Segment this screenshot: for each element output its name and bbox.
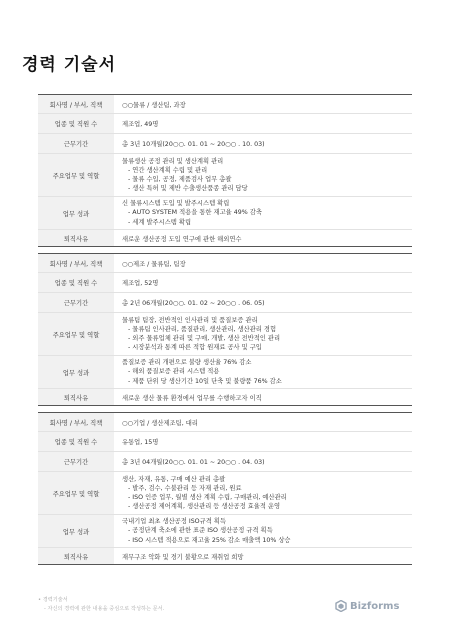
period-value: 총 3년 10개월(20○○. 01. 01 ~ 20○○ . 10. 03) [122, 141, 265, 148]
bizforms-logo-text: Bizforms [350, 600, 400, 612]
reason-value: 새로운 생산 물류 환경에서 업무를 수행하고자 이직 [122, 394, 262, 402]
achievement-line: - 공정단계 축소에 관한 표준 ISO 생산공정 규격 획득 [128, 527, 273, 535]
bizforms-logo-icon [335, 600, 347, 612]
company-row [38, 95, 412, 114]
duty-line: - 시장분석과 통계 따른 적합 원재료 공사 및 구입 [128, 344, 262, 352]
reason-row [38, 548, 412, 564]
achievements-row [38, 197, 412, 230]
reason-label: 퇴직사유 [38, 230, 114, 246]
career-section-3 [38, 412, 412, 565]
company-value: ○○물류 / 생산팀, 과장 [122, 101, 186, 109]
period-label: 근무기간 [38, 293, 114, 312]
period-row [38, 293, 412, 313]
duty-line: - ISO 인증 업무, 월별 생산 계획 수립, 구매관리, 예산관리 [128, 494, 287, 501]
achievements-label: 업무 성과 [38, 515, 114, 547]
period-label: 근무기간 [38, 134, 114, 153]
achievements-row [38, 356, 412, 389]
achievement-line: 신 물류시스템 도입 및 발주시스템 확립 [122, 200, 230, 208]
reason-value: 재무구조 악화 및 경기 불황으로 재취업 희망 [122, 553, 244, 561]
achievement-line: - 세계 발주시스템 확립 [128, 218, 192, 226]
duties-row [38, 154, 412, 197]
industry-value: 유통업, 15명 [122, 439, 159, 446]
duties-label: 주요업무 및 역할 [38, 154, 114, 196]
industry-row [38, 432, 412, 452]
company-label: 회사명 / 부서, 직책 [38, 254, 114, 272]
duties-label: 주요업무 및 역할 [38, 313, 114, 355]
company-row [38, 254, 412, 273]
achievements-label: 업무 성과 [38, 356, 114, 388]
reason-label: 퇴직사유 [38, 389, 114, 405]
duties-value [114, 472, 412, 514]
industry-value: 제조업, 52명 [122, 280, 159, 287]
achievement-line: - AUTO SYSTEM 적용을 통한 재고율 49% 감축 [128, 209, 262, 217]
industry-row [38, 114, 412, 134]
achievements-value [114, 356, 412, 388]
career-section-1 [38, 94, 412, 247]
achievements-value [114, 197, 412, 229]
industry-label: 업종 및 직원 수 [38, 114, 114, 133]
duty-line: - 외주 물류업체 관리 및 구매, 개발, 생산 전반적인 관리 [128, 335, 281, 342]
duties-value [114, 154, 412, 196]
duties-row [38, 313, 412, 356]
achievement-line: - ISO 시스템 적용으로 재고율 25% 감소 매출액 10% 상승 [128, 536, 291, 544]
duty-line: 물류팀 팀장, 전반적인 인사관리 및 품질보증 관리 [122, 316, 258, 324]
bizforms-logo [335, 600, 399, 612]
company-row [38, 413, 412, 432]
industry-label: 업종 및 직원 수 [38, 273, 114, 292]
company-label: 회사명 / 부서, 직책 [38, 95, 114, 113]
achievement-line: - 제품 단위 당 생산기간 10일 단축 및 불량품 76% 감소 [128, 377, 282, 385]
duty-line: - 물류 수입, 공정, 제품검사 업무 총괄 [128, 176, 232, 183]
period-value: 총 2년 06개월(20○○. 01. 02 ~ 20○○ . 06. 05) [122, 300, 265, 307]
duty-line: - 생산공정 제어계획, 생산관리 등 생산공정 효율적 운영 [128, 503, 281, 511]
achievement-line: 국내기업 최초 생산공정 ISO규격 획득 [122, 518, 226, 526]
achievement-line: - 해외 품질보증 관리 시스템 적용 [128, 368, 220, 376]
achievement-line: 품질보증 관리 개편으로 불량 생산율 76% 감소 [122, 359, 252, 367]
reason-value: 새로운 생산공정 도입 연구에 관한 해외연수 [122, 235, 242, 243]
period-label: 근무기간 [38, 452, 114, 471]
footer-notes [38, 596, 164, 614]
career-section-2 [38, 253, 412, 406]
duties-label: 주요업무 및 역할 [38, 472, 114, 514]
footer-note-title: • 경력기술서 [38, 597, 68, 603]
reason-row [38, 230, 412, 246]
industry-label: 업종 및 직원 수 [38, 432, 114, 451]
page-title: 경력 기술서 [22, 55, 117, 75]
duty-line: - 생산 특허 및 제반 수출생산품종 관리 담당 [128, 185, 248, 193]
duties-value [114, 313, 412, 355]
reason-row [38, 389, 412, 405]
achievements-value [114, 515, 412, 547]
period-row [38, 452, 412, 472]
duties-row [38, 472, 412, 515]
footer-note-description: - 자신의 경력에 관한 내용을 중심으로 작성하는 문서. [44, 606, 165, 612]
reason-label: 퇴직사유 [38, 548, 114, 564]
industry-value: 제조업, 49명 [122, 121, 159, 128]
duty-line: 생산, 자재, 유통, 구매 예산 관리 총괄 [122, 475, 226, 483]
duty-line: - 발주, 검수, 수불관리 등 자재 관리, 원료 [128, 484, 242, 492]
duty-line: - 연간 생산계획 수립 및 관리 [128, 166, 208, 174]
duty-line: - 물류팀 인사관리, 품질관리, 생산관리, 생산관리 경험 [128, 325, 277, 333]
period-row [38, 134, 412, 154]
industry-row [38, 273, 412, 293]
achievements-row [38, 515, 412, 548]
company-value: ○○제조 / 물류팀, 팀장 [122, 260, 186, 268]
company-value: ○○기업 / 생산제조팀, 대리 [122, 419, 198, 427]
period-value: 총 3년 04개월(20○○. 01. 01 ~ 20○○ . 04. 03) [122, 459, 265, 466]
company-label: 회사명 / 부서, 직책 [38, 413, 114, 431]
duty-line: 물류생산 공정 관리 및 생산계획 관리 [122, 157, 224, 165]
achievements-label: 업무 성과 [38, 197, 114, 229]
